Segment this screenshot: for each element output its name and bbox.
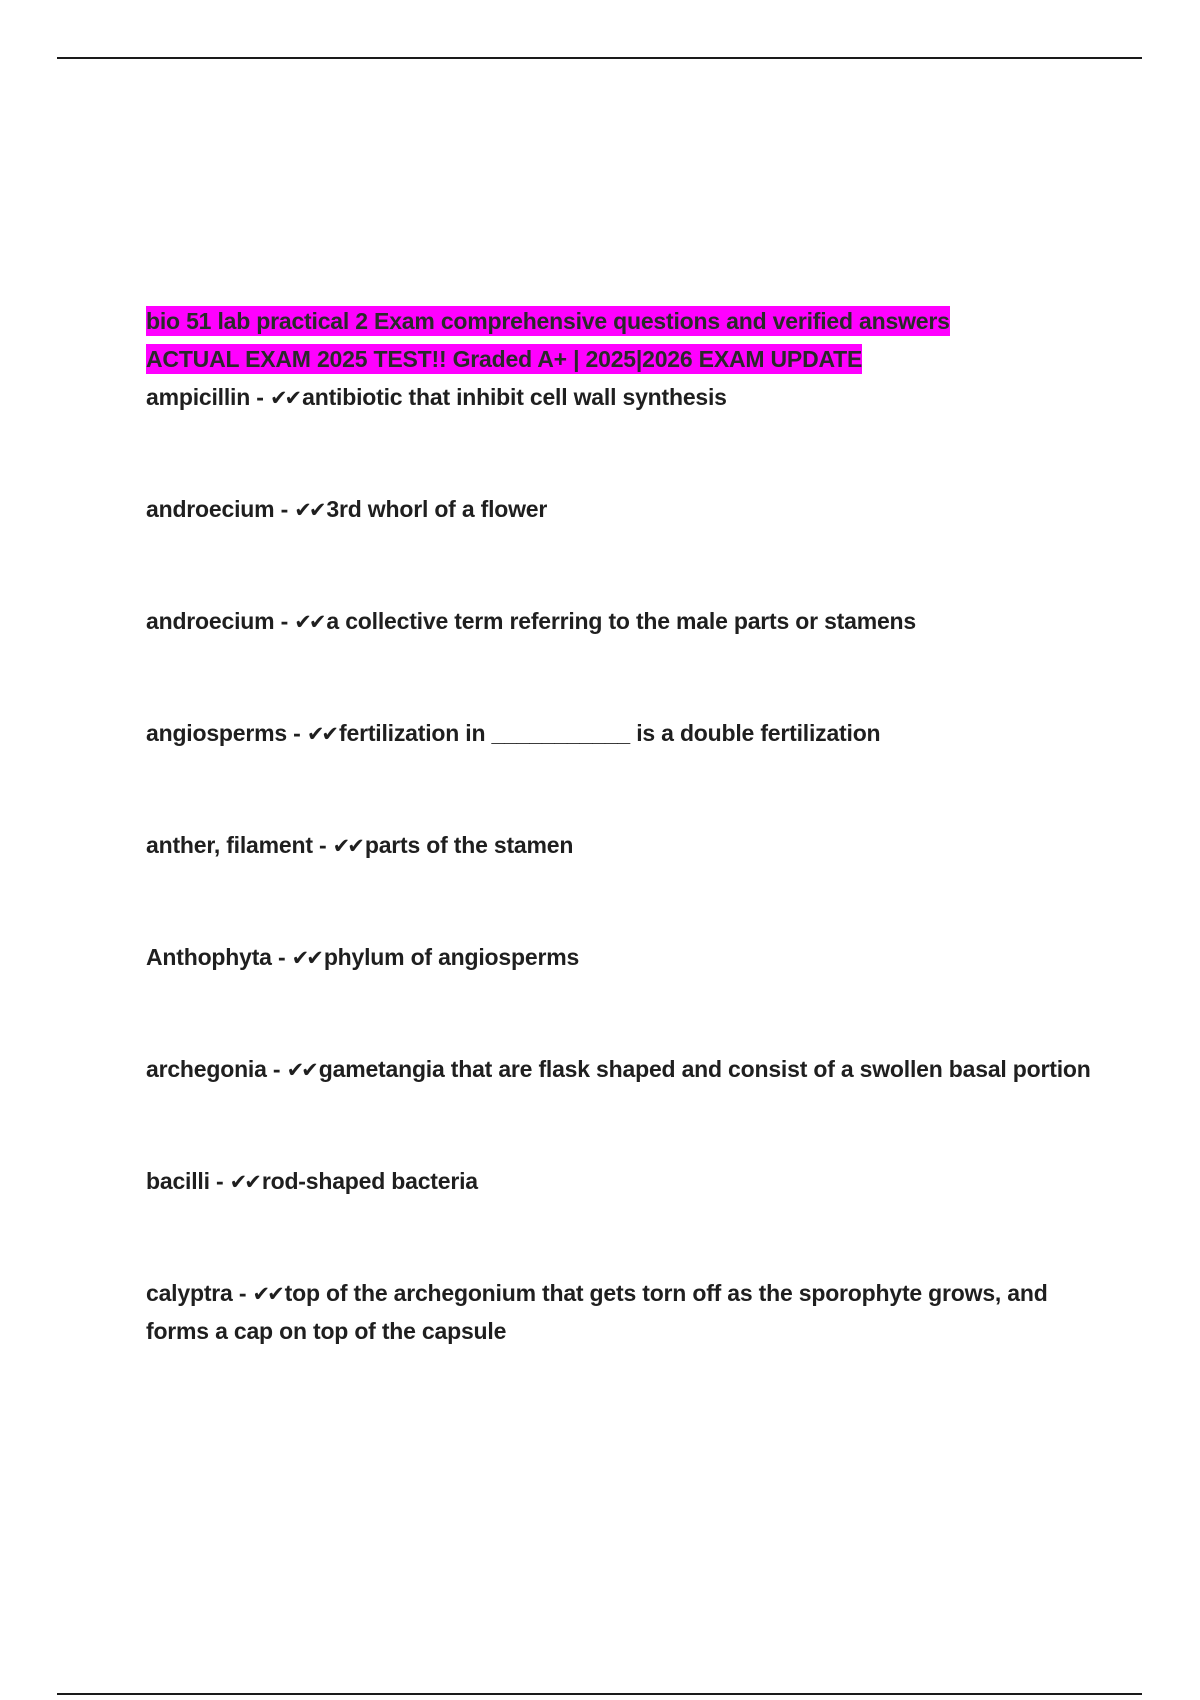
double-check-icon: ✔✔ [252,1282,282,1306]
document-title [146,302,1106,378]
qa-term: angiosperms [146,720,287,746]
qa-term: Anthophyta [146,944,272,970]
qa-answer: parts of the stamen [364,832,574,858]
qa-separator: - [232,1280,253,1306]
qa-item [146,491,1106,529]
qa-answer: a collective term referring to the male parts or stamens [326,608,916,634]
qa-separator: - [274,608,295,634]
qa-answer: antibiotic that inhibit cell wall synthesis [302,384,727,410]
qa-answer: gametangia that are flask shaped and consist of a swollen basal portion [318,1056,1091,1082]
double-check-icon: ✔✔ [269,386,300,410]
qa-list [146,379,1106,1350]
qa-item [146,939,1106,977]
qa-item [146,715,1106,753]
qa-term: androecium [146,608,275,634]
qa-separator: - [286,720,307,746]
qa-term: ampicillin [146,384,251,410]
qa-separator: - [266,1056,287,1082]
qa-separator: - [271,944,292,970]
qa-item [146,827,1106,865]
double-check-icon: ✔✔ [286,1058,316,1082]
document-body [146,302,1106,1350]
qa-answer: 3rd whorl of a flower [326,496,548,522]
qa-answer: phylum of angiosperms [323,944,580,970]
title-line-1: bio 51 lab practical 2 Exam comprehensive questions and verified answers [146,308,950,334]
qa-separator: - [312,832,333,858]
qa-answer: top of the archegonium that gets torn off as the sporophyte grows, and forms a cap on top of the capsule [146,1280,1054,1344]
top-rule [57,57,1142,59]
qa-separator: - [250,384,270,410]
double-check-icon: ✔✔ [294,610,324,634]
qa-term: bacilli [146,1168,210,1194]
title-line-2: ACTUAL EXAM 2025 TEST!! Graded A+ | 2025|2026 EXAM UPDATE [146,346,863,372]
bottom-rule [57,1693,1142,1695]
qa-separator: - [209,1168,230,1194]
qa-item [146,1163,1106,1201]
qa-answer: fertilization in ___________ is a double fertilization [339,720,881,746]
qa-term: anther, filament [146,832,313,858]
qa-item [146,1275,1106,1350]
qa-item [146,379,1106,417]
qa-answer: rod-shaped bacteria [261,1168,478,1194]
qa-item [146,1051,1106,1089]
qa-term: androecium [146,496,275,522]
qa-term: archegonia [146,1056,267,1082]
qa-separator: - [274,496,295,522]
double-check-icon: ✔✔ [229,1170,259,1194]
double-check-icon: ✔✔ [291,946,321,970]
qa-item [146,603,1106,641]
double-check-icon: ✔✔ [306,722,337,746]
double-check-icon: ✔✔ [294,498,324,522]
double-check-icon: ✔✔ [332,834,362,858]
qa-term: calyptra [146,1280,233,1306]
